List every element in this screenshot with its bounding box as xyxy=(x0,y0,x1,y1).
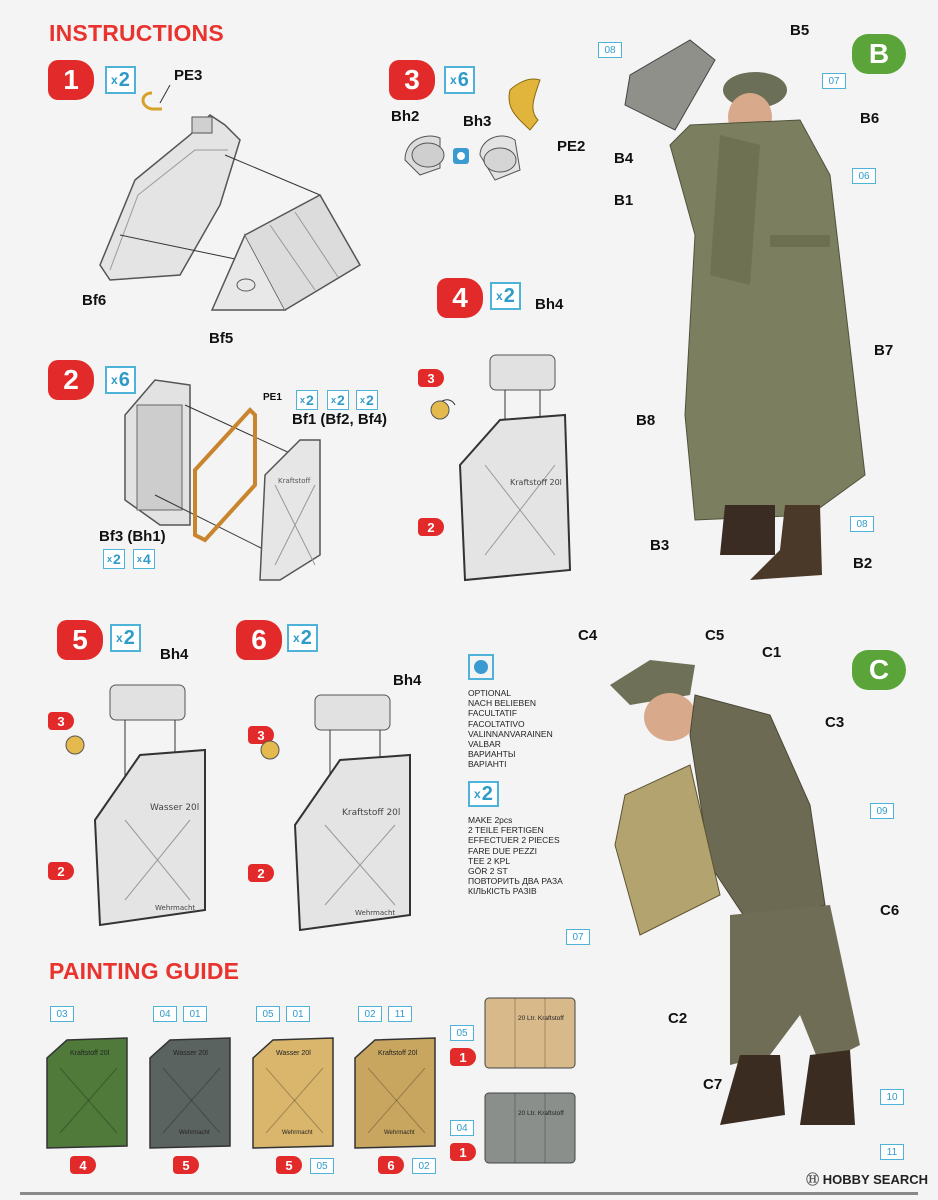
step-5-multiplier: x 2 xyxy=(110,624,141,652)
figure-c-label-c7: C7 xyxy=(703,1076,723,1093)
figure-b-color-08-bottom: 08 xyxy=(850,516,874,532)
painted-fuel-box-color: 05 xyxy=(450,1025,474,1041)
figure-b-color-07: 07 xyxy=(822,73,846,89)
step-1-assembly-diagram xyxy=(80,85,380,330)
step-5-can-text2: Wehrmacht xyxy=(155,904,196,912)
figure-c-label-c1: C1 xyxy=(762,644,782,661)
label-pe1: PE1 xyxy=(263,392,282,403)
step-2-mult-a: x 2 xyxy=(296,390,318,410)
figure-c-badge: C xyxy=(852,650,906,690)
figure-b-badge: B xyxy=(852,34,906,74)
painted-jerrycan-color-cap: 05 xyxy=(256,1006,280,1022)
step-6-ref-2: 2 xyxy=(248,864,274,882)
step-6-multiplier: x 2 xyxy=(287,624,318,652)
label-pe3: PE3 xyxy=(174,67,203,84)
painted-jerrycan-color-stripe: 11 xyxy=(388,1006,412,1022)
painted-jerrycan-color-cap: 02 xyxy=(358,1006,382,1022)
painted-fuel-box-ref: 1 xyxy=(450,1048,476,1066)
painted-jerrycan xyxy=(248,1008,338,1175)
step-2-mult-b: x 2 xyxy=(327,390,349,410)
step-6-label-bh4: Bh4 xyxy=(393,672,422,689)
figure-c-label-c3: C3 xyxy=(825,714,845,731)
painted-jerrycan-ref: 4 xyxy=(70,1156,96,1174)
painted-jerrycan-color-bottom: 05 xyxy=(310,1158,334,1174)
label-bh3: Bh3 xyxy=(463,113,492,130)
painted-jerrycan-color-cap: 03 xyxy=(50,1006,74,1022)
figure-b-label-b5: B5 xyxy=(790,22,810,39)
step-5-label-bh4: Bh4 xyxy=(160,646,189,663)
figure-b-label-b8: B8 xyxy=(636,412,656,429)
step-4-can-text: Kraftstoff 20l xyxy=(510,478,562,487)
painted-jerrycan-text: Kraftstoff 20l xyxy=(378,1050,418,1057)
figure-c-label-c6: C6 xyxy=(880,902,900,919)
painted-fuel-box xyxy=(450,990,580,1075)
figure-c-color-10: 10 xyxy=(880,1089,904,1105)
painted-jerrycan-text: Kraftstoff 20l xyxy=(70,1050,110,1057)
painted-jerrycan-color-bottom: 02 xyxy=(412,1158,436,1174)
figure-c-label-c4: C4 xyxy=(578,627,598,644)
painted-jerrycan-ref: 6 xyxy=(378,1156,404,1174)
step-1-multiplier: x 2 xyxy=(105,66,136,94)
painting-guide-heading: PAINTING GUIDE xyxy=(49,958,240,984)
painted-jerrycan-color-stripe: 01 xyxy=(183,1006,207,1022)
painted-jerrycan-text2: Wehrmacht xyxy=(384,1130,415,1136)
painted-jerrycan-ref: 5 xyxy=(276,1156,302,1174)
step-1-badge: 1 xyxy=(48,60,94,100)
figure-b-color-08-top: 08 xyxy=(598,42,622,58)
painted-jerrycan-text: Wasser 20l xyxy=(276,1050,311,1057)
step-2-badge: 2 xyxy=(48,360,94,400)
painted-jerrycan-text: Wasser 20l xyxy=(173,1050,208,1057)
painted-jerrycan-ref: 5 xyxy=(173,1156,199,1174)
step-2-mult-c: x 2 xyxy=(356,390,378,410)
step-2-assembly-diagram xyxy=(115,375,355,590)
step-2-multiplier: x 6 xyxy=(105,366,136,394)
step-3-badge: 3 xyxy=(389,60,435,100)
legend-optional-text: OPTIONAL NACH BELIEBEN FACULTATIF FACOLTATIVO VALINNANVARAINEN VALBAR ВАРИАНТЫ ВАРІАНТІ xyxy=(468,688,553,770)
step-6-badge: 6 xyxy=(236,620,282,660)
painted-fuel-box-ref: 1 xyxy=(450,1143,476,1161)
painted-fuel-box-text: 20 Ltr. Kraftstoff xyxy=(518,1015,564,1022)
painted-jerrycan-color-cap: 04 xyxy=(153,1006,177,1022)
label-bf6: Bf6 xyxy=(82,292,107,309)
figure-b-label-b7: B7 xyxy=(874,342,894,359)
step-5-jerrycan-diagram xyxy=(55,670,235,935)
figure-c-color-07: 07 xyxy=(566,929,590,945)
step-3-assembly-diagram xyxy=(400,60,580,200)
figure-c-label-c2: C2 xyxy=(668,1010,688,1027)
figure-b-label-b6: B6 xyxy=(860,110,880,127)
step-2-mult-e: x 4 xyxy=(133,549,155,569)
painted-jerrycan xyxy=(145,1008,235,1175)
step-2-mult-d: x 2 xyxy=(103,549,125,569)
step-4-ref-3: 3 xyxy=(418,369,444,387)
step-3-multiplier: x 6 xyxy=(444,66,475,94)
instructions-heading: INSTRUCTIONS xyxy=(49,20,224,46)
figure-b-label-b3: B3 xyxy=(650,537,670,554)
step-5-can-text: Wasser 20l xyxy=(150,803,200,813)
painted-fuel-box-color: 04 xyxy=(450,1120,474,1136)
painted-jerrycan xyxy=(42,1008,132,1175)
optional-icon xyxy=(468,654,494,680)
painted-jerrycan xyxy=(350,1008,440,1175)
step-4-badge: 4 xyxy=(437,278,483,318)
step-5-badge: 5 xyxy=(57,620,103,660)
painted-jerrycan-color-stripe: 01 xyxy=(286,1006,310,1022)
figure-b-soldier-illustration xyxy=(600,35,880,595)
painted-fuel-box xyxy=(450,1085,580,1170)
figure-c-soldier-illustration xyxy=(600,645,890,1175)
footer-rule xyxy=(20,1192,918,1195)
figure-b-label-b2: B2 xyxy=(853,555,873,572)
figure-b-color-06: 06 xyxy=(852,168,876,184)
hobbysearch-brand: Ⓗ HOBBY SEARCH xyxy=(806,1172,928,1187)
label-bf5: Bf5 xyxy=(209,330,234,347)
legend-make-text: MAKE 2pcs 2 TEILE FERTIGEN EFFECTUER 2 PIECES FARE DUE PEZZI TEE 2 KPL GÖR 2 ST ПОВТОРИТЬ ДВА РАЗА КІЛЬКІСТЬ РАЗІВ xyxy=(468,815,563,897)
svg-text:Kraftstoff: Kraftstoff xyxy=(278,477,311,485)
painted-jerrycan-text2: Wehrmacht xyxy=(179,1130,210,1136)
step-6-can-text: Kraftstoff 20l xyxy=(342,808,401,818)
step-4-jerrycan-diagram xyxy=(425,315,585,590)
figure-c-color-09: 09 xyxy=(870,803,894,819)
label-bh4: Bh4 xyxy=(535,296,564,313)
figure-b-label-b1: B1 xyxy=(614,192,634,209)
painted-jerrycan-text2: Wehrmacht xyxy=(282,1130,313,1136)
step-4-multiplier: x 2 xyxy=(490,282,521,310)
label-pe2: PE2 xyxy=(557,138,586,155)
figure-b-label-b4: B4 xyxy=(614,150,634,167)
legend-multiplier-icon: x 2 xyxy=(468,781,499,807)
label-bf3: Bf3 (Bh1) xyxy=(99,528,166,545)
painted-fuel-box-text: 20 Ltr. Kraftstoff xyxy=(518,1110,564,1117)
label-bf1: Bf1 (Bf2, Bf4) xyxy=(292,411,388,428)
step-5-ref-2: 2 xyxy=(48,862,74,880)
figure-c-label-c5: C5 xyxy=(705,627,725,644)
step-6-jerrycan-diagram xyxy=(250,690,440,935)
label-bh2: Bh2 xyxy=(391,108,420,125)
hobbysearch-logo-icon: Ⓗ xyxy=(806,1172,820,1187)
step-5-ref-3: 3 xyxy=(48,712,74,730)
step-6-ref-3: 3 xyxy=(248,726,274,744)
step-6-can-text2: Wehrmacht xyxy=(355,909,396,917)
figure-c-color-11: 11 xyxy=(880,1144,904,1160)
step-4-ref-2: 2 xyxy=(418,518,444,536)
